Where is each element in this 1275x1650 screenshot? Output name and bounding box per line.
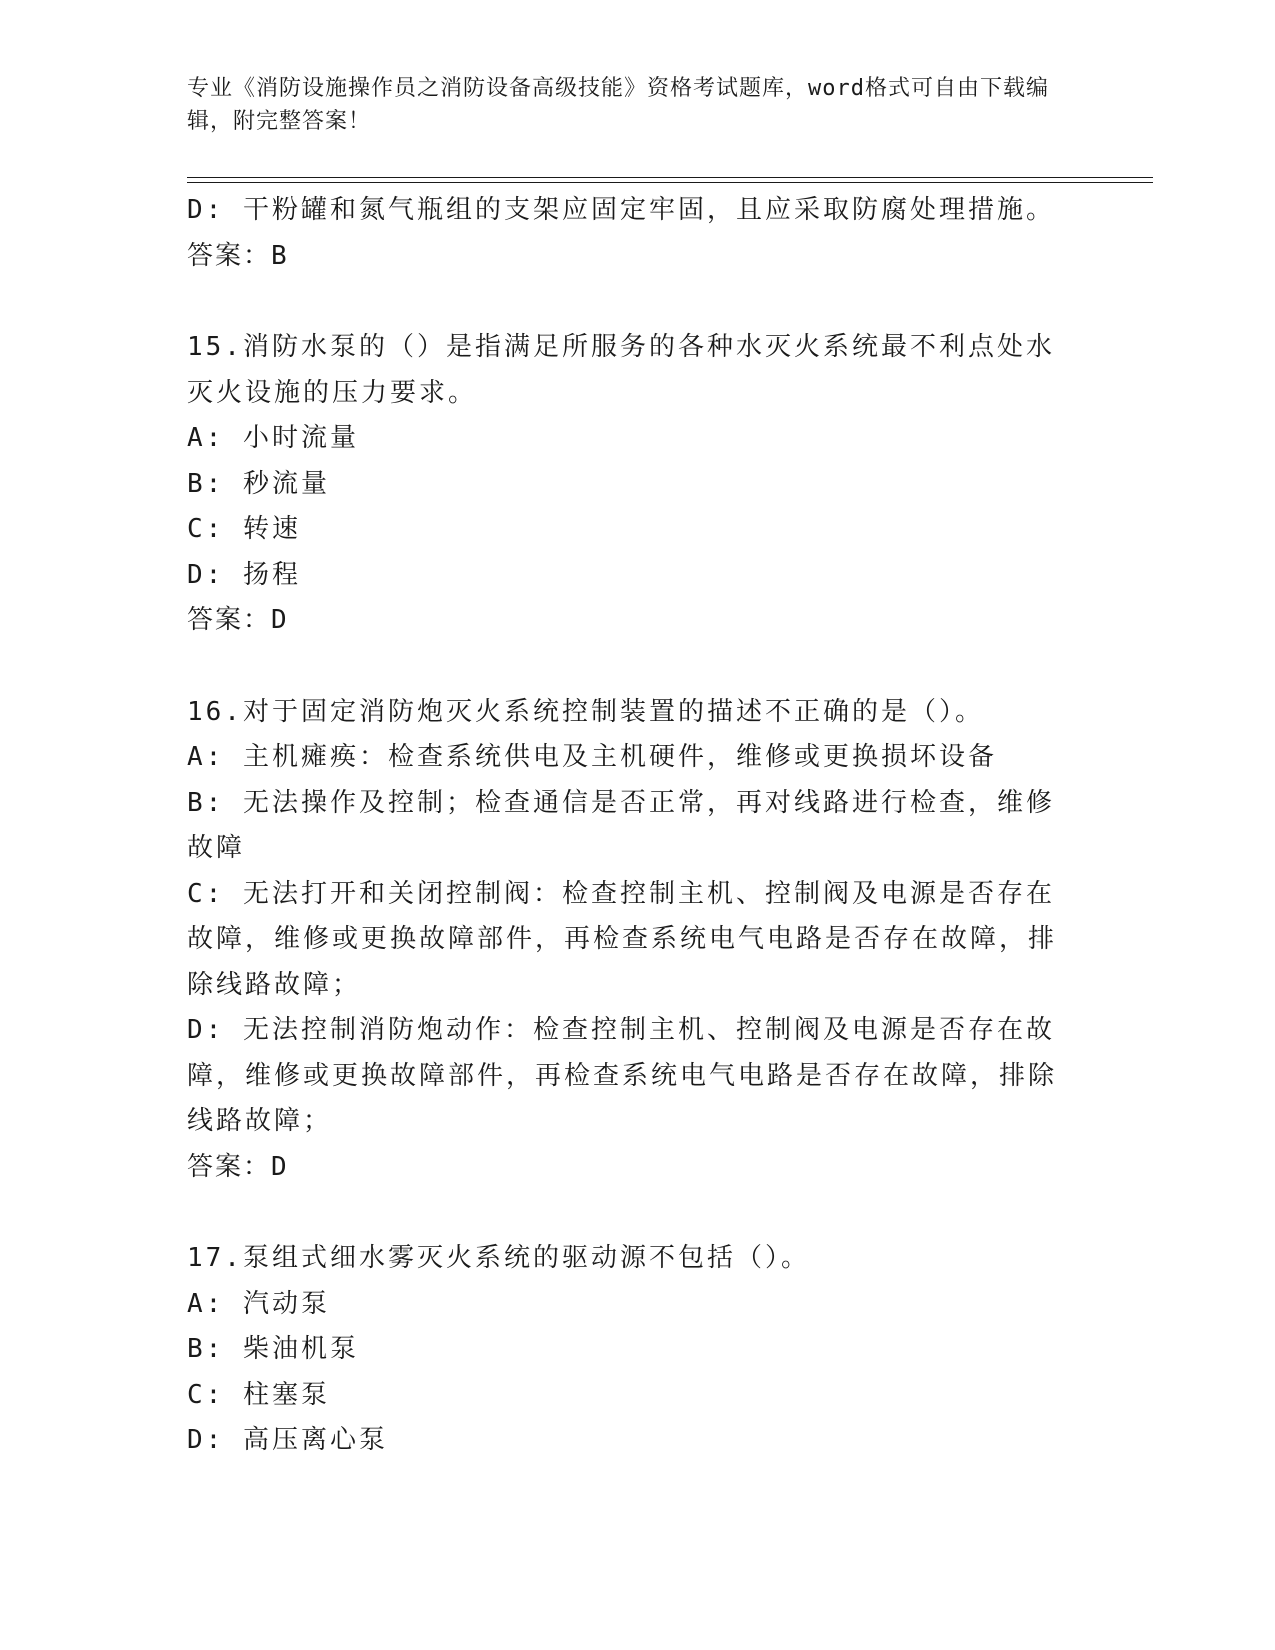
spacer xyxy=(187,1190,1077,1236)
question-15 xyxy=(187,325,1077,644)
previous-question-tail xyxy=(187,188,1077,279)
option-b: B: 无法操作及控制；检查通信是否正常，再对线路进行检查，维修故障 xyxy=(187,787,1055,863)
header-rule-top xyxy=(187,177,1153,178)
option-c: C: 转速 xyxy=(187,514,301,544)
document-header: 专业《消防设施操作员之消防设备高级技能》资格考试题库，word格式可自由下载编辑，附完整答案！ xyxy=(187,76,1049,134)
option-d: D: 干粉罐和氮气瓶组的支架应固定牢固，且应采取防腐处理措施。 xyxy=(187,195,1055,225)
option-c: C: 无法打开和关闭控制阀：检查控制主机、控制阀及电源是否存在故障，维修或更换故障部件，再检查系统电气电路是否存在故障，排除线路故障； xyxy=(187,878,1058,1000)
spacer xyxy=(187,644,1077,690)
option-c: C: 柱塞泵 xyxy=(187,1379,330,1410)
question-content xyxy=(187,188,1077,1464)
answer-line: 答案：D xyxy=(187,1151,289,1182)
option-b: B: 秒流量 xyxy=(187,468,330,499)
answer-line: 答案：D xyxy=(187,605,289,635)
question-stem: 17.泵组式细水雾灭火系统的驱动源不包括（）。 xyxy=(187,1243,810,1273)
option-d: D: 无法控制消防炮动作：检查控制主机、控制阀及电源是否存在故障，维修或更换故障部件，再检查系统电气电路是否存在故障，排除线路故障； xyxy=(187,1015,1058,1136)
spacer xyxy=(187,279,1077,325)
option-d: D: 扬程 xyxy=(187,559,301,590)
question-17 xyxy=(187,1236,1077,1464)
question-16 xyxy=(187,690,1077,1191)
option-a: A: 汽动泵 xyxy=(187,1288,330,1319)
option-d: D: 高压离心泵 xyxy=(187,1425,388,1455)
option-b: B: 柴油机泵 xyxy=(187,1334,359,1364)
header-rule-bottom xyxy=(187,182,1153,183)
question-stem: 15.消防水泵的（）是指满足所服务的各种水灭火系统最不利点处水灭火设施的压力要求。 xyxy=(187,332,1055,408)
question-stem: 16.对于固定消防炮灭火系统控制装置的描述不正确的是（）。 xyxy=(187,696,984,727)
answer-line: 答案：B xyxy=(187,240,289,271)
option-a: A: 主机瘫痪：检查系统供电及主机硬件，维修或更换损坏设备 xyxy=(187,742,997,772)
option-a: A: 小时流量 xyxy=(187,423,359,453)
